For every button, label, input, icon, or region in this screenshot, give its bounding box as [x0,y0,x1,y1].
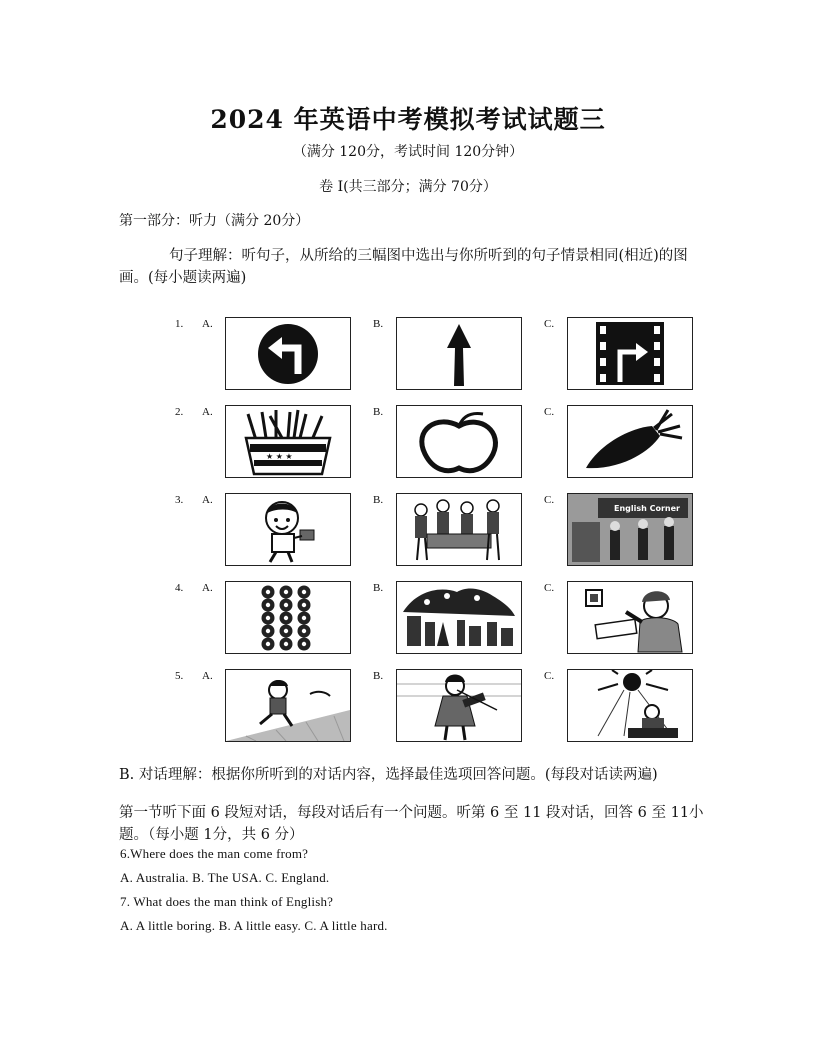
man-with-stamps-icon [568,582,692,653]
option-picture[interactable] [396,317,522,390]
donut-hole [266,629,270,633]
svg-text:★ ★ ★: ★ ★ ★ [266,452,293,461]
section-one-instruction: 第一节听下面 6 段短对话，每段对话后有一个问题。听第 6 至 11 段对话，回答 6 至 11小题。（每小题 1分，共 6 分） [119,805,704,843]
option-picture[interactable] [567,581,693,654]
score-time-note: （满分 120分，考试时间 120分钟） [292,144,524,160]
option-label: A. [202,670,213,682]
option-label: A. [202,406,213,418]
question-7: 7. What does the man think of English? [120,894,334,909]
question-6: 6.Where does the man come from? [120,846,309,861]
question-number: 4. [175,582,184,594]
right-turn-road-icon [568,318,692,389]
option-picture[interactable] [225,405,351,478]
donut-hole [284,616,288,620]
donut-hole [284,642,288,646]
english-corner-icon [568,494,692,565]
part-one-heading: 第一部分：听力（满分 20分） [119,213,310,229]
donut-hole [302,616,306,620]
donut-hole [302,629,306,633]
donut-hole [284,603,288,607]
option-label: A. [202,582,213,594]
donut-hole [302,642,306,646]
donut-hole [266,616,270,620]
option-label: A. [202,318,213,330]
option-picture[interactable] [567,669,693,742]
donut-hole [266,642,270,646]
donut-hole [284,629,288,633]
up-arrow-icon [397,318,521,389]
boy-running-icon [226,670,350,741]
donut-hole [302,590,306,594]
option-label: B. [373,670,384,682]
option-label: B. [373,406,384,418]
french-fries-icon [226,406,350,477]
volume-heading: 卷 I(共三部分；满分 70分） [319,179,497,195]
donut-hole [302,603,306,607]
donut-hole [266,590,270,594]
option-picture[interactable] [567,405,693,478]
sun-person-icon [568,670,692,741]
option-label: C. [544,406,555,418]
option-picture[interactable] [396,493,522,566]
option-label: C. [544,670,555,682]
option-picture[interactable] [225,493,351,566]
option-picture[interactable] [567,493,693,566]
boy-reading-icon [226,494,350,565]
option-picture[interactable] [225,317,351,390]
option-label: B. [373,494,384,506]
option-label: B. [373,318,384,330]
group-of-people-icon [397,494,521,565]
option-picture[interactable] [396,669,522,742]
question-number: 5. [175,670,184,682]
option-picture[interactable] [396,581,522,654]
instruction-a: 句子理解：听句子，从所给的三幅图中选出与你所听到的句子情景相同(相近)的图画。(每小题读两遍) [119,248,688,286]
left-turn-sign-icon [226,318,350,389]
option-picture[interactable] [225,581,351,654]
option-picture[interactable] [567,317,693,390]
question-7-options: A. A little boring. B. A little easy. C. A little hard. [120,918,388,933]
city-skyline-icon [397,582,521,653]
sign-text: English Corner [614,504,680,513]
option-label: C. [544,494,555,506]
donut-hole [266,603,270,607]
apple-icon [397,406,521,477]
option-label: A. [202,494,213,506]
option-label: B. [373,582,384,594]
page-title: 2024 年英语中考模拟考试试题三 [210,105,606,134]
donut-hole [284,590,288,594]
option-label: C. [544,318,555,330]
option-picture[interactable] [225,669,351,742]
question-6-options: A. Australia. B. The USA. C. England. [120,870,330,885]
question-number: 1. [175,318,184,330]
option-picture[interactable] [396,405,522,478]
donuts-icon [226,582,350,653]
question-number: 2. [175,406,184,418]
question-number: 3. [175,494,184,506]
instruction-b: B. 对话理解：根据你所听到的对话内容，选择最佳选项回答问题。(每段对话读两遍) [119,767,658,783]
option-label: C. [544,582,555,594]
carrot-icon [568,406,692,477]
girl-violin-icon [397,670,521,741]
